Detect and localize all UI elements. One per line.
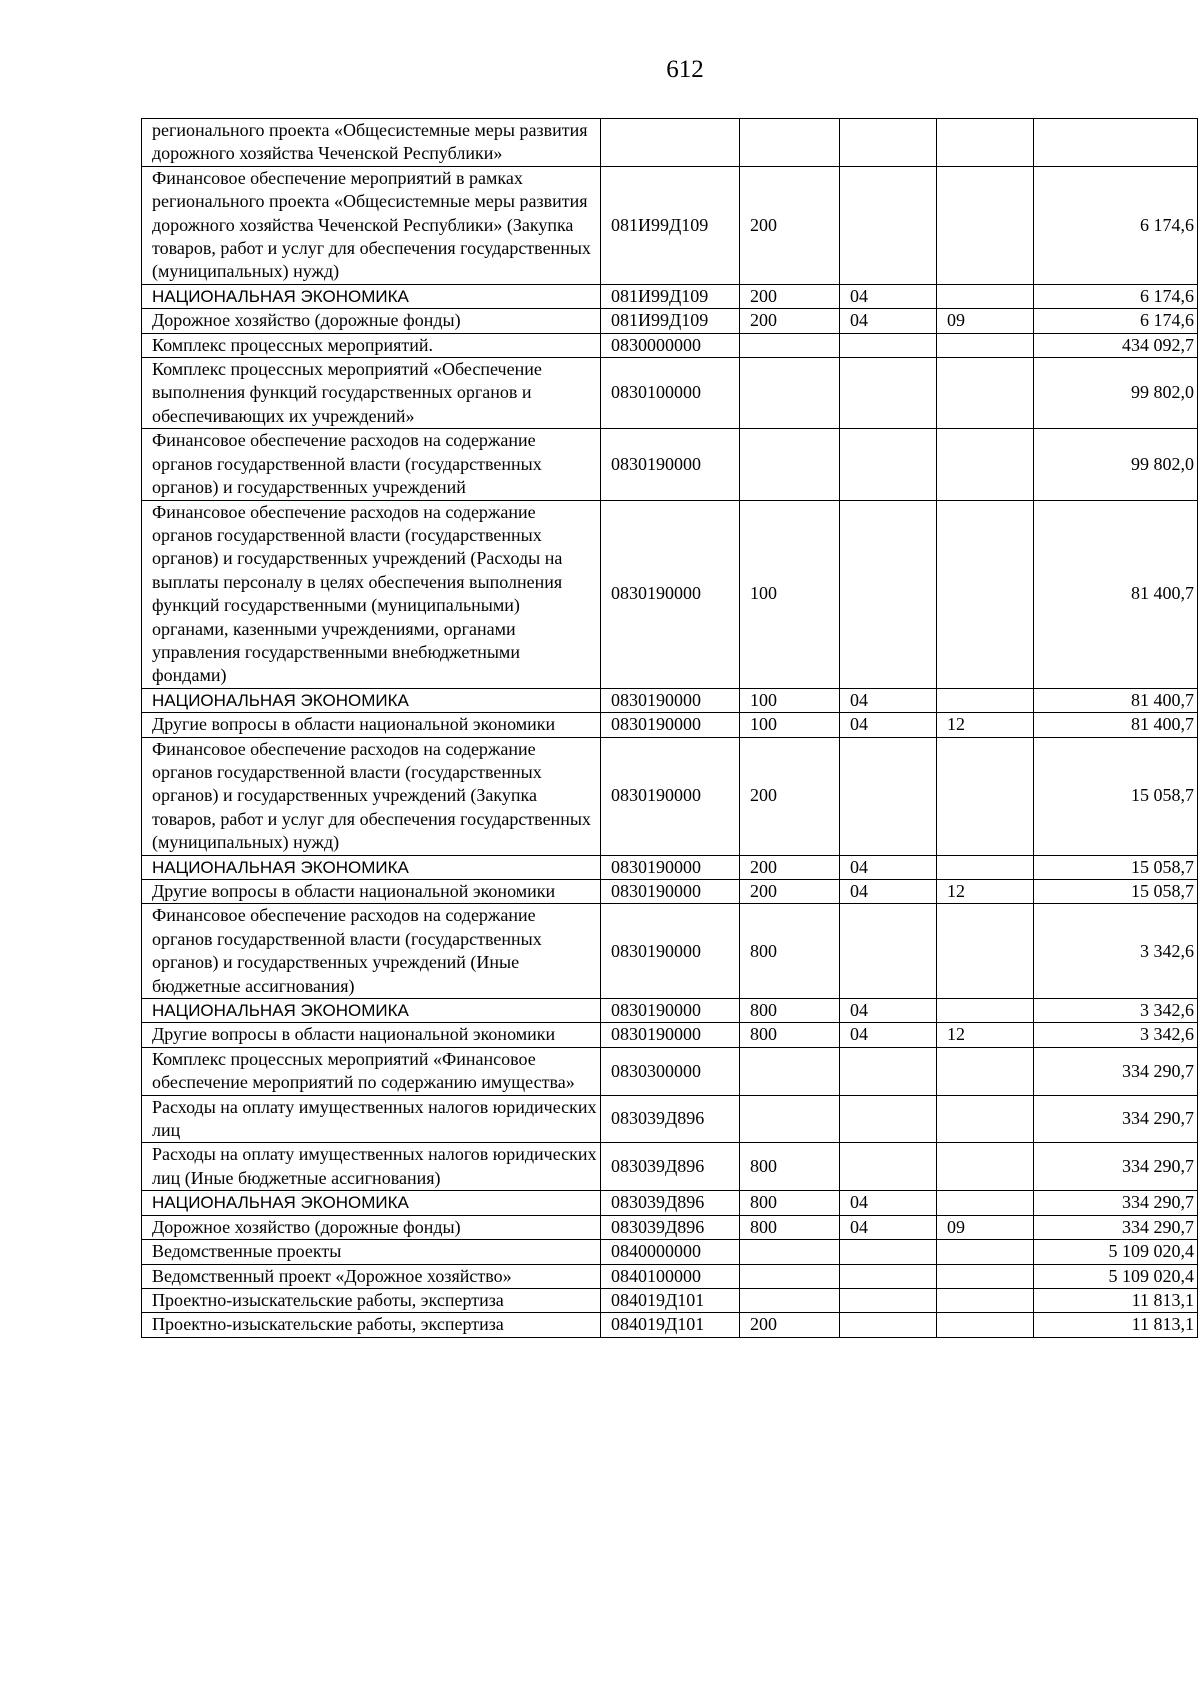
target-article-cell: 083039Д896 <box>601 1095 740 1143</box>
expense-type-cell: 100 <box>740 500 840 688</box>
table-row <box>142 999 1198 1023</box>
row-name-cell: НАЦИОНАЛЬНАЯ ЭКОНОМИКА <box>142 999 601 1023</box>
subsection-cell <box>937 999 1034 1023</box>
amount-cell: 5 109 020,4 <box>1034 1264 1198 1288</box>
expense-type-cell: 800 <box>740 1215 840 1239</box>
table-row <box>142 880 1198 904</box>
expense-type-cell <box>740 1047 840 1095</box>
row-name-cell: Финансовое обеспечение расходов на содержание органов государственной власти (государственных органов) и государственных учреждений <box>142 429 601 500</box>
amount-cell: 15 058,7 <box>1034 880 1198 904</box>
section-cell <box>840 1288 937 1312</box>
page-number: 612 <box>666 56 704 83</box>
expense-type-cell <box>740 358 840 429</box>
expense-type-cell <box>740 1240 840 1264</box>
subsection-cell <box>937 1143 1034 1191</box>
subsection-cell <box>937 904 1034 999</box>
section-cell <box>840 1143 937 1191</box>
section-cell <box>840 333 937 357</box>
target-article-cell: 0840100000 <box>601 1264 740 1288</box>
row-name-cell: Проектно-изыскательские работы, экспертиза <box>142 1288 601 1312</box>
table-row <box>142 284 1198 308</box>
table-row <box>142 1215 1198 1239</box>
expense-type-cell: 800 <box>740 999 840 1023</box>
row-name-cell: НАЦИОНАЛЬНАЯ ЭКОНОМИКА <box>142 284 601 308</box>
table-row <box>142 333 1198 357</box>
row-name-cell: Расходы на оплату имущественных налогов юридических лиц (Иные бюджетные ассигнования) <box>142 1143 601 1191</box>
table-row <box>142 855 1198 879</box>
target-article-cell: 0830190000 <box>601 688 740 712</box>
expense-type-cell: 800 <box>740 1023 840 1047</box>
budget-table-body <box>142 119 1198 1338</box>
target-article-cell: 0830100000 <box>601 358 740 429</box>
target-article-cell: 083039Д896 <box>601 1191 740 1215</box>
subsection-cell <box>937 119 1034 167</box>
section-cell: 04 <box>840 855 937 879</box>
target-article-cell: 0830190000 <box>601 999 740 1023</box>
subsection-cell <box>937 1191 1034 1215</box>
subsection-cell <box>937 333 1034 357</box>
target-article-cell: 0830300000 <box>601 1047 740 1095</box>
target-article-cell: 084019Д101 <box>601 1288 740 1312</box>
row-name-cell: Другие вопросы в области национальной экономики <box>142 880 601 904</box>
subsection-cell <box>937 1288 1034 1312</box>
amount-cell <box>1034 119 1198 167</box>
expense-type-cell <box>740 333 840 357</box>
target-article-cell: 0830190000 <box>601 500 740 688</box>
section-cell <box>840 429 937 500</box>
table-row <box>142 1047 1198 1095</box>
target-article-cell: 0830190000 <box>601 737 740 855</box>
amount-cell: 334 290,7 <box>1034 1215 1198 1239</box>
expense-type-cell: 800 <box>740 1143 840 1191</box>
row-name-cell: Расходы на оплату имущественных налогов юридических лиц <box>142 1095 601 1143</box>
target-article-cell: 0830190000 <box>601 880 740 904</box>
section-cell <box>840 1264 937 1288</box>
target-article-cell <box>601 119 740 167</box>
expense-type-cell <box>740 429 840 500</box>
subsection-cell <box>937 166 1034 284</box>
section-cell <box>840 1240 937 1264</box>
table-row <box>142 1264 1198 1288</box>
amount-cell: 6 174,6 <box>1034 284 1198 308</box>
table-row <box>142 1313 1198 1337</box>
row-name-cell: НАЦИОНАЛЬНАЯ ЭКОНОМИКА <box>142 1191 601 1215</box>
expense-type-cell: 200 <box>740 1313 840 1337</box>
amount-cell: 334 290,7 <box>1034 1191 1198 1215</box>
section-cell: 04 <box>840 284 937 308</box>
expense-type-cell: 200 <box>740 855 840 879</box>
expense-type-cell: 200 <box>740 284 840 308</box>
expense-type-cell: 100 <box>740 713 840 737</box>
table-row <box>142 737 1198 855</box>
target-article-cell: 0830190000 <box>601 855 740 879</box>
expense-type-cell <box>740 1095 840 1143</box>
amount-cell: 3 342,6 <box>1034 1023 1198 1047</box>
section-cell: 04 <box>840 688 937 712</box>
subsection-cell <box>937 500 1034 688</box>
section-cell: 04 <box>840 1023 937 1047</box>
target-article-cell: 0830190000 <box>601 713 740 737</box>
table-row <box>142 688 1198 712</box>
table-row <box>142 1288 1198 1312</box>
section-cell <box>840 1095 937 1143</box>
expense-type-cell: 800 <box>740 904 840 999</box>
subsection-cell: 09 <box>937 1215 1034 1239</box>
table-row <box>142 1143 1198 1191</box>
target-article-cell: 0840000000 <box>601 1240 740 1264</box>
table-row <box>142 119 1198 167</box>
amount-cell: 334 290,7 <box>1034 1095 1198 1143</box>
row-name-cell: Финансовое обеспечение расходов на содержание органов государственной власти (государственных органов) и государственных учреждений (Иные бюджетные ассигнования) <box>142 904 601 999</box>
section-cell: 04 <box>840 309 937 333</box>
subsection-cell <box>937 1095 1034 1143</box>
amount-cell: 434 092,7 <box>1034 333 1198 357</box>
section-cell <box>840 500 937 688</box>
section-cell <box>840 904 937 999</box>
expense-type-cell: 100 <box>740 688 840 712</box>
amount-cell: 3 342,6 <box>1034 904 1198 999</box>
row-name-cell: Ведомственный проект «Дорожное хозяйство» <box>142 1264 601 1288</box>
amount-cell: 81 400,7 <box>1034 500 1198 688</box>
section-cell: 04 <box>840 880 937 904</box>
target-article-cell: 0830190000 <box>601 904 740 999</box>
expense-type-cell <box>740 119 840 167</box>
section-cell <box>840 166 937 284</box>
row-name-cell: Другие вопросы в области национальной экономики <box>142 1023 601 1047</box>
target-article-cell: 083039Д896 <box>601 1215 740 1239</box>
amount-cell: 99 802,0 <box>1034 358 1198 429</box>
row-name-cell: НАЦИОНАЛЬНАЯ ЭКОНОМИКА <box>142 855 601 879</box>
subsection-cell <box>937 1264 1034 1288</box>
section-cell: 04 <box>840 713 937 737</box>
subsection-cell <box>937 1313 1034 1337</box>
target-article-cell: 081И99Д109 <box>601 166 740 284</box>
row-name-cell: Финансовое обеспечение расходов на содержание органов государственной власти (государственных органов) и государственных учреждений (Расходы на выплаты персоналу в целях обеспечения выполнения функций государственными (муниципальными) органами, казенными учреждениями, органами управления государственными внебюджетными фондами) <box>142 500 601 688</box>
row-name-cell: Дорожное хозяйство (дорожные фонды) <box>142 1215 601 1239</box>
table-row <box>142 904 1198 999</box>
section-cell <box>840 737 937 855</box>
table-row <box>142 500 1198 688</box>
amount-cell: 15 058,7 <box>1034 737 1198 855</box>
row-name-cell: Комплекс процессных мероприятий «Обеспечение выполнения функций государственных органов и обеспечивающих их учреждений» <box>142 358 601 429</box>
table-row <box>142 309 1198 333</box>
amount-cell: 6 174,6 <box>1034 309 1198 333</box>
subsection-cell <box>937 284 1034 308</box>
subsection-cell <box>937 855 1034 879</box>
subsection-cell: 12 <box>937 1023 1034 1047</box>
table-row <box>142 713 1198 737</box>
expense-type-cell <box>740 1264 840 1288</box>
row-name-cell: НАЦИОНАЛЬНАЯ ЭКОНОМИКА <box>142 688 601 712</box>
amount-cell: 99 802,0 <box>1034 429 1198 500</box>
target-article-cell: 081И99Д109 <box>601 284 740 308</box>
row-name-cell: Проектно-изыскательские работы, экспертиза <box>142 1313 601 1337</box>
subsection-cell: 12 <box>937 713 1034 737</box>
row-name-cell: Другие вопросы в области национальной экономики <box>142 713 601 737</box>
section-cell: 04 <box>840 1191 937 1215</box>
subsection-cell <box>937 1240 1034 1264</box>
table-row <box>142 1191 1198 1215</box>
amount-cell: 6 174,6 <box>1034 166 1198 284</box>
expense-type-cell: 200 <box>740 309 840 333</box>
table-row <box>142 1095 1198 1143</box>
target-article-cell: 081И99Д109 <box>601 309 740 333</box>
expense-type-cell: 200 <box>740 737 840 855</box>
amount-cell: 81 400,7 <box>1034 713 1198 737</box>
target-article-cell: 0830190000 <box>601 429 740 500</box>
amount-cell: 81 400,7 <box>1034 688 1198 712</box>
section-cell <box>840 358 937 429</box>
amount-cell: 11 813,1 <box>1034 1313 1198 1337</box>
section-cell <box>840 1047 937 1095</box>
expense-type-cell: 800 <box>740 1191 840 1215</box>
section-cell: 04 <box>840 999 937 1023</box>
table-row <box>142 358 1198 429</box>
subsection-cell: 12 <box>937 880 1034 904</box>
target-article-cell: 0830000000 <box>601 333 740 357</box>
section-cell <box>840 119 937 167</box>
row-name-cell: Комплекс процессных мероприятий. <box>142 333 601 357</box>
budget-table <box>141 118 1198 1338</box>
table-row <box>142 429 1198 500</box>
row-name-cell: Финансовое обеспечение расходов на содержание органов государственной власти (государственных органов) и государственных учреждений (Закупка товаров, работ и услуг для обеспечения государственных (муниципальных) нужд) <box>142 737 601 855</box>
subsection-cell <box>937 358 1034 429</box>
amount-cell: 3 342,6 <box>1034 999 1198 1023</box>
amount-cell: 334 290,7 <box>1034 1143 1198 1191</box>
expense-type-cell: 200 <box>740 166 840 284</box>
table-row <box>142 166 1198 284</box>
amount-cell: 334 290,7 <box>1034 1047 1198 1095</box>
subsection-cell <box>937 688 1034 712</box>
table-row <box>142 1240 1198 1264</box>
subsection-cell: 09 <box>937 309 1034 333</box>
row-name-cell: регионального проекта «Общесистемные меры развития дорожного хозяйства Чеченской Республики» <box>142 119 601 167</box>
amount-cell: 11 813,1 <box>1034 1288 1198 1312</box>
expense-type-cell: 200 <box>740 880 840 904</box>
target-article-cell: 083039Д896 <box>601 1143 740 1191</box>
section-cell: 04 <box>840 1215 937 1239</box>
row-name-cell: Комплекс процессных мероприятий «Финансовое обеспечение мероприятий по содержанию имущества» <box>142 1047 601 1095</box>
amount-cell: 15 058,7 <box>1034 855 1198 879</box>
row-name-cell: Ведомственные проекты <box>142 1240 601 1264</box>
table-row <box>142 1023 1198 1047</box>
expense-type-cell <box>740 1288 840 1312</box>
target-article-cell: 0830190000 <box>601 1023 740 1047</box>
subsection-cell <box>937 1047 1034 1095</box>
row-name-cell: Финансовое обеспечение мероприятий в рамках регионального проекта «Общесистемные меры развития дорожного хозяйства Чеченской Республики» (Закупка товаров, работ и услуг для обеспечения государственных (муниципальных) нужд) <box>142 166 601 284</box>
subsection-cell <box>937 737 1034 855</box>
amount-cell: 5 109 020,4 <box>1034 1240 1198 1264</box>
section-cell <box>840 1313 937 1337</box>
row-name-cell: Дорожное хозяйство (дорожные фонды) <box>142 309 601 333</box>
subsection-cell <box>937 429 1034 500</box>
target-article-cell: 084019Д101 <box>601 1313 740 1337</box>
